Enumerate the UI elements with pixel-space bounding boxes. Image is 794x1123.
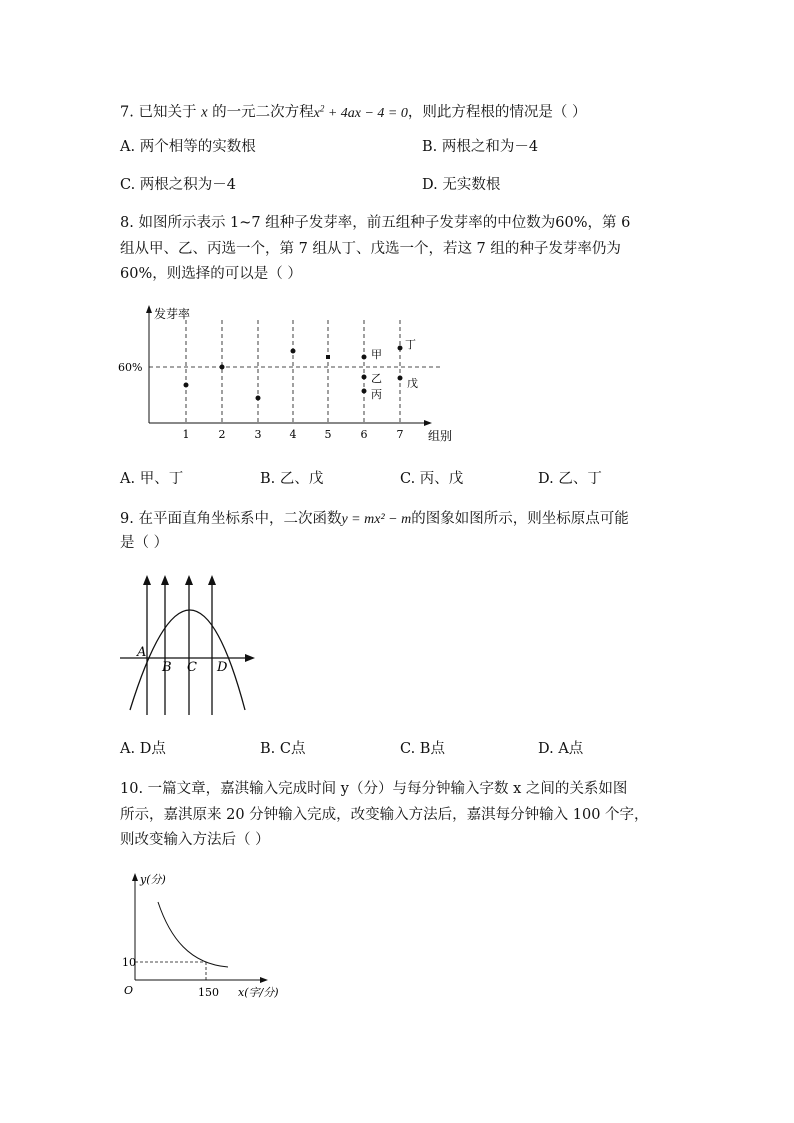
label-wu: 戊 (407, 377, 418, 390)
q10-stem-line3: 则改变输入方法后（ ） (120, 832, 270, 848)
origin-label: O (124, 984, 134, 997)
q8-germination-chart (110, 300, 470, 450)
label-yi: 乙 (371, 372, 382, 385)
x-tick-4: 4 (289, 428, 297, 441)
q9-stem-line1: 9. 在平面直角坐标系中，二次函数y = mx² − m的图象如图所示，则坐标原点可能 (120, 511, 629, 527)
arrow-a (143, 575, 151, 585)
point-jia (362, 355, 367, 360)
label-ding: 丁 (405, 338, 416, 351)
point-yi (362, 375, 367, 380)
inverse-curve (158, 902, 228, 967)
y-axis-arrow (132, 873, 138, 881)
x-axis-label: x(字/分) (238, 986, 279, 999)
q10-inverse-graph (110, 868, 290, 1008)
q9-option-d: D. A点 (538, 741, 584, 757)
label-bing: 丙 (371, 388, 382, 401)
point-group-3 (256, 396, 261, 401)
label-a: A (137, 645, 147, 660)
point-wu (398, 376, 403, 381)
q8-option-d: D. 乙、丁 (538, 471, 602, 487)
q7-option-a: A. 两个相等的实数根 (120, 139, 256, 155)
point-group-5 (326, 355, 330, 359)
q8-stem-line2: 组从甲、乙、丙选一个，第 7 组从丁、戊选一个，若这 7 组的种子发芽率仍为 (120, 241, 621, 257)
x-tick-150: 150 (198, 986, 219, 999)
arrow-d (208, 575, 216, 585)
point-group-1 (184, 383, 189, 388)
y-axis-label: 发芽率 (154, 307, 191, 321)
x-axis-label: 组别 (428, 429, 453, 443)
arrow-b (161, 575, 169, 585)
x-tick-6: 6 (360, 428, 368, 441)
q9-parabola-graph (110, 565, 270, 725)
q9-option-b: B. C点 (260, 741, 306, 757)
arrow-c (185, 575, 193, 585)
point-ding (398, 346, 403, 351)
q8-option-a: A. 甲、丁 (120, 471, 184, 487)
q7-stem: 7. 已知关于 x 的一元二次方程$x^2 + 4ax - 4 = 0$，则此方程根的情况是（ ） (120, 103, 587, 121)
q9-option-c: C. B点 (400, 741, 445, 757)
point-group-4 (291, 349, 296, 354)
point-group-2 (220, 365, 225, 370)
x-tick-5: 5 (324, 428, 332, 441)
label-d: D (217, 660, 228, 675)
q10-stem-line2: 所示，嘉淇原来 20 分钟输入完成，改变输入方法后，嘉淇每分钟输入 100 个字， (120, 807, 649, 823)
y-tick-10: 10 (122, 956, 136, 969)
q7-equation: $x^2 + 4ax - 4 = 0$ (313, 103, 408, 121)
x-tick-7: 7 (396, 428, 404, 441)
x-tick-2: 2 (218, 428, 226, 441)
q8-stem-line1: 8. 如图所示表示 1~7 组种子发芽率，前五组种子发芽率的中位数为60%，第 6 (120, 215, 631, 231)
x-axis-arrow (245, 654, 255, 662)
point-bing (362, 389, 367, 394)
label-c: C (187, 660, 197, 675)
q9-equation: y = mx² − m (341, 512, 412, 527)
q9-option-a: A. D点 (120, 741, 166, 757)
x-tick-1: 1 (182, 428, 190, 441)
q10-stem-line1: 10. 一篇文章，嘉淇输入完成时间 y（分）与每分钟输入字数 x 之间的关系如图 (120, 781, 628, 797)
label-b: B (162, 660, 172, 675)
q8-stem-line3: 60%，则选择的可以是（ ） (120, 266, 302, 282)
q7-option-d: D. 无实数根 (422, 177, 501, 193)
x-axis-arrow (260, 977, 268, 983)
q8-option-b: B. 乙、戊 (260, 471, 324, 487)
y-axis-label: y(分) (140, 873, 166, 886)
q7-option-b: B. 两根之和为－4 (422, 139, 539, 155)
q7-option-c: C. 两根之积为－4 (120, 177, 237, 193)
y-axis-arrow (146, 305, 152, 313)
label-jia: 甲 (371, 348, 382, 361)
q9-stem-line2: 是（ ） (120, 535, 169, 551)
x-tick-3: 3 (254, 428, 262, 441)
x-axis-arrow (424, 420, 432, 426)
y-tick-60: 60% (118, 361, 143, 374)
q8-option-c: C. 丙、戊 (400, 471, 464, 487)
